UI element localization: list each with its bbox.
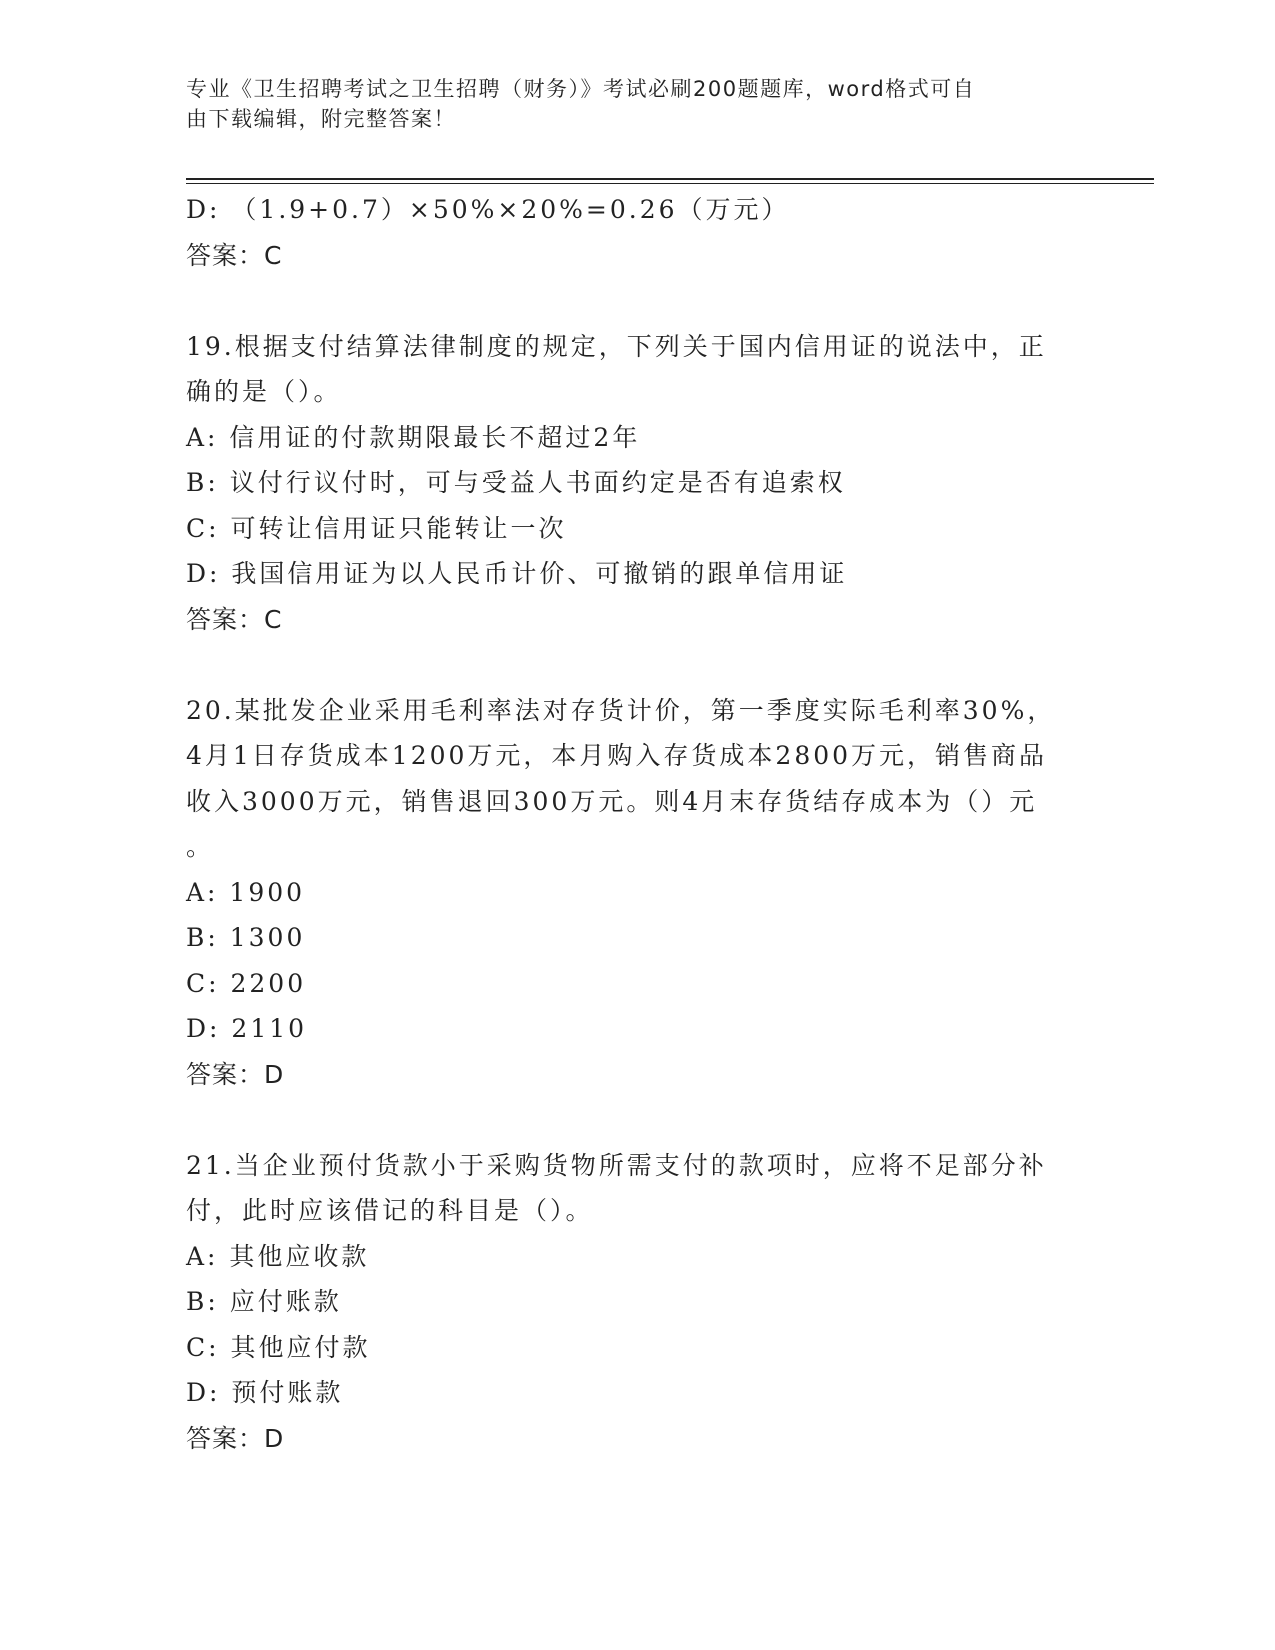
header-divider-thin	[186, 183, 1154, 184]
option-d: D: 我国信用证为以人民币计价、可撤销的跟单信用证	[186, 559, 848, 588]
question-stem: 21.当企业预付货款小于采购货物所需支付的款项时，应将不足部分补	[186, 1150, 1047, 1180]
question-stem: 19.根据支付结算法律制度的规定，下列关于国内信用证的说法中，正	[186, 331, 1047, 361]
option-d: D: 预付账款	[186, 1378, 344, 1407]
question-stem: 确的是（）。	[186, 377, 342, 406]
answer-line: 答案：C	[186, 604, 283, 634]
question-21	[186, 1143, 1086, 1462]
document-body	[186, 187, 1086, 1461]
option-c: C: 其他应付款	[186, 1332, 371, 1362]
header-line-2: 由下载编辑，附完整答案！	[186, 107, 456, 131]
option-a: A: 1900	[186, 877, 306, 907]
spacer	[186, 278, 1086, 324]
question-stem: 20.某批发企业采用毛利率法对存货计价，第一季度实际毛利率30%，	[186, 695, 1056, 725]
option-a: A: 其他应收款	[186, 1241, 370, 1271]
answer-line: 答案：C	[186, 240, 283, 270]
document-header	[186, 74, 1066, 134]
spacer	[186, 1097, 1086, 1143]
question-20	[186, 688, 1086, 1098]
question-stem: 4月1日存货成本1200万元，本月购入存货成本2800万元，销售商品	[186, 741, 1048, 770]
option-b: B: 应付账款	[186, 1287, 342, 1316]
question-19	[186, 324, 1086, 643]
header-divider-thick	[186, 178, 1154, 180]
spacer	[186, 642, 1086, 688]
question-stem: 付，此时应该借记的科目是（）。	[186, 1196, 594, 1225]
question-stem: 。	[186, 832, 215, 861]
option-c: C: 可转让信用证只能转让一次	[186, 513, 567, 543]
option-b: B: 议付行议付时，可与受益人书面约定是否有追索权	[186, 468, 846, 497]
previous-question-tail	[186, 187, 1086, 278]
option-c: C: 2200	[186, 968, 307, 998]
option-a: A: 信用证的付款期限最长不超过2年	[186, 422, 641, 452]
answer-line: 答案：D	[186, 1423, 285, 1453]
question-stem: 收入3000万元，销售退回300万元。则4月末存货结存成本为（）元	[186, 786, 1038, 816]
header-line-1: 专业《卫生招聘考试之卫生招聘（财务）》考试必刷200题题库，word格式可自	[186, 77, 976, 101]
option-b: B: 1300	[186, 923, 306, 952]
answer-line: 答案：D	[186, 1059, 285, 1089]
option-d: D: （1.9+0.7）×50%×20%=0.26（万元）	[186, 195, 790, 224]
option-d: D: 2110	[186, 1014, 308, 1043]
